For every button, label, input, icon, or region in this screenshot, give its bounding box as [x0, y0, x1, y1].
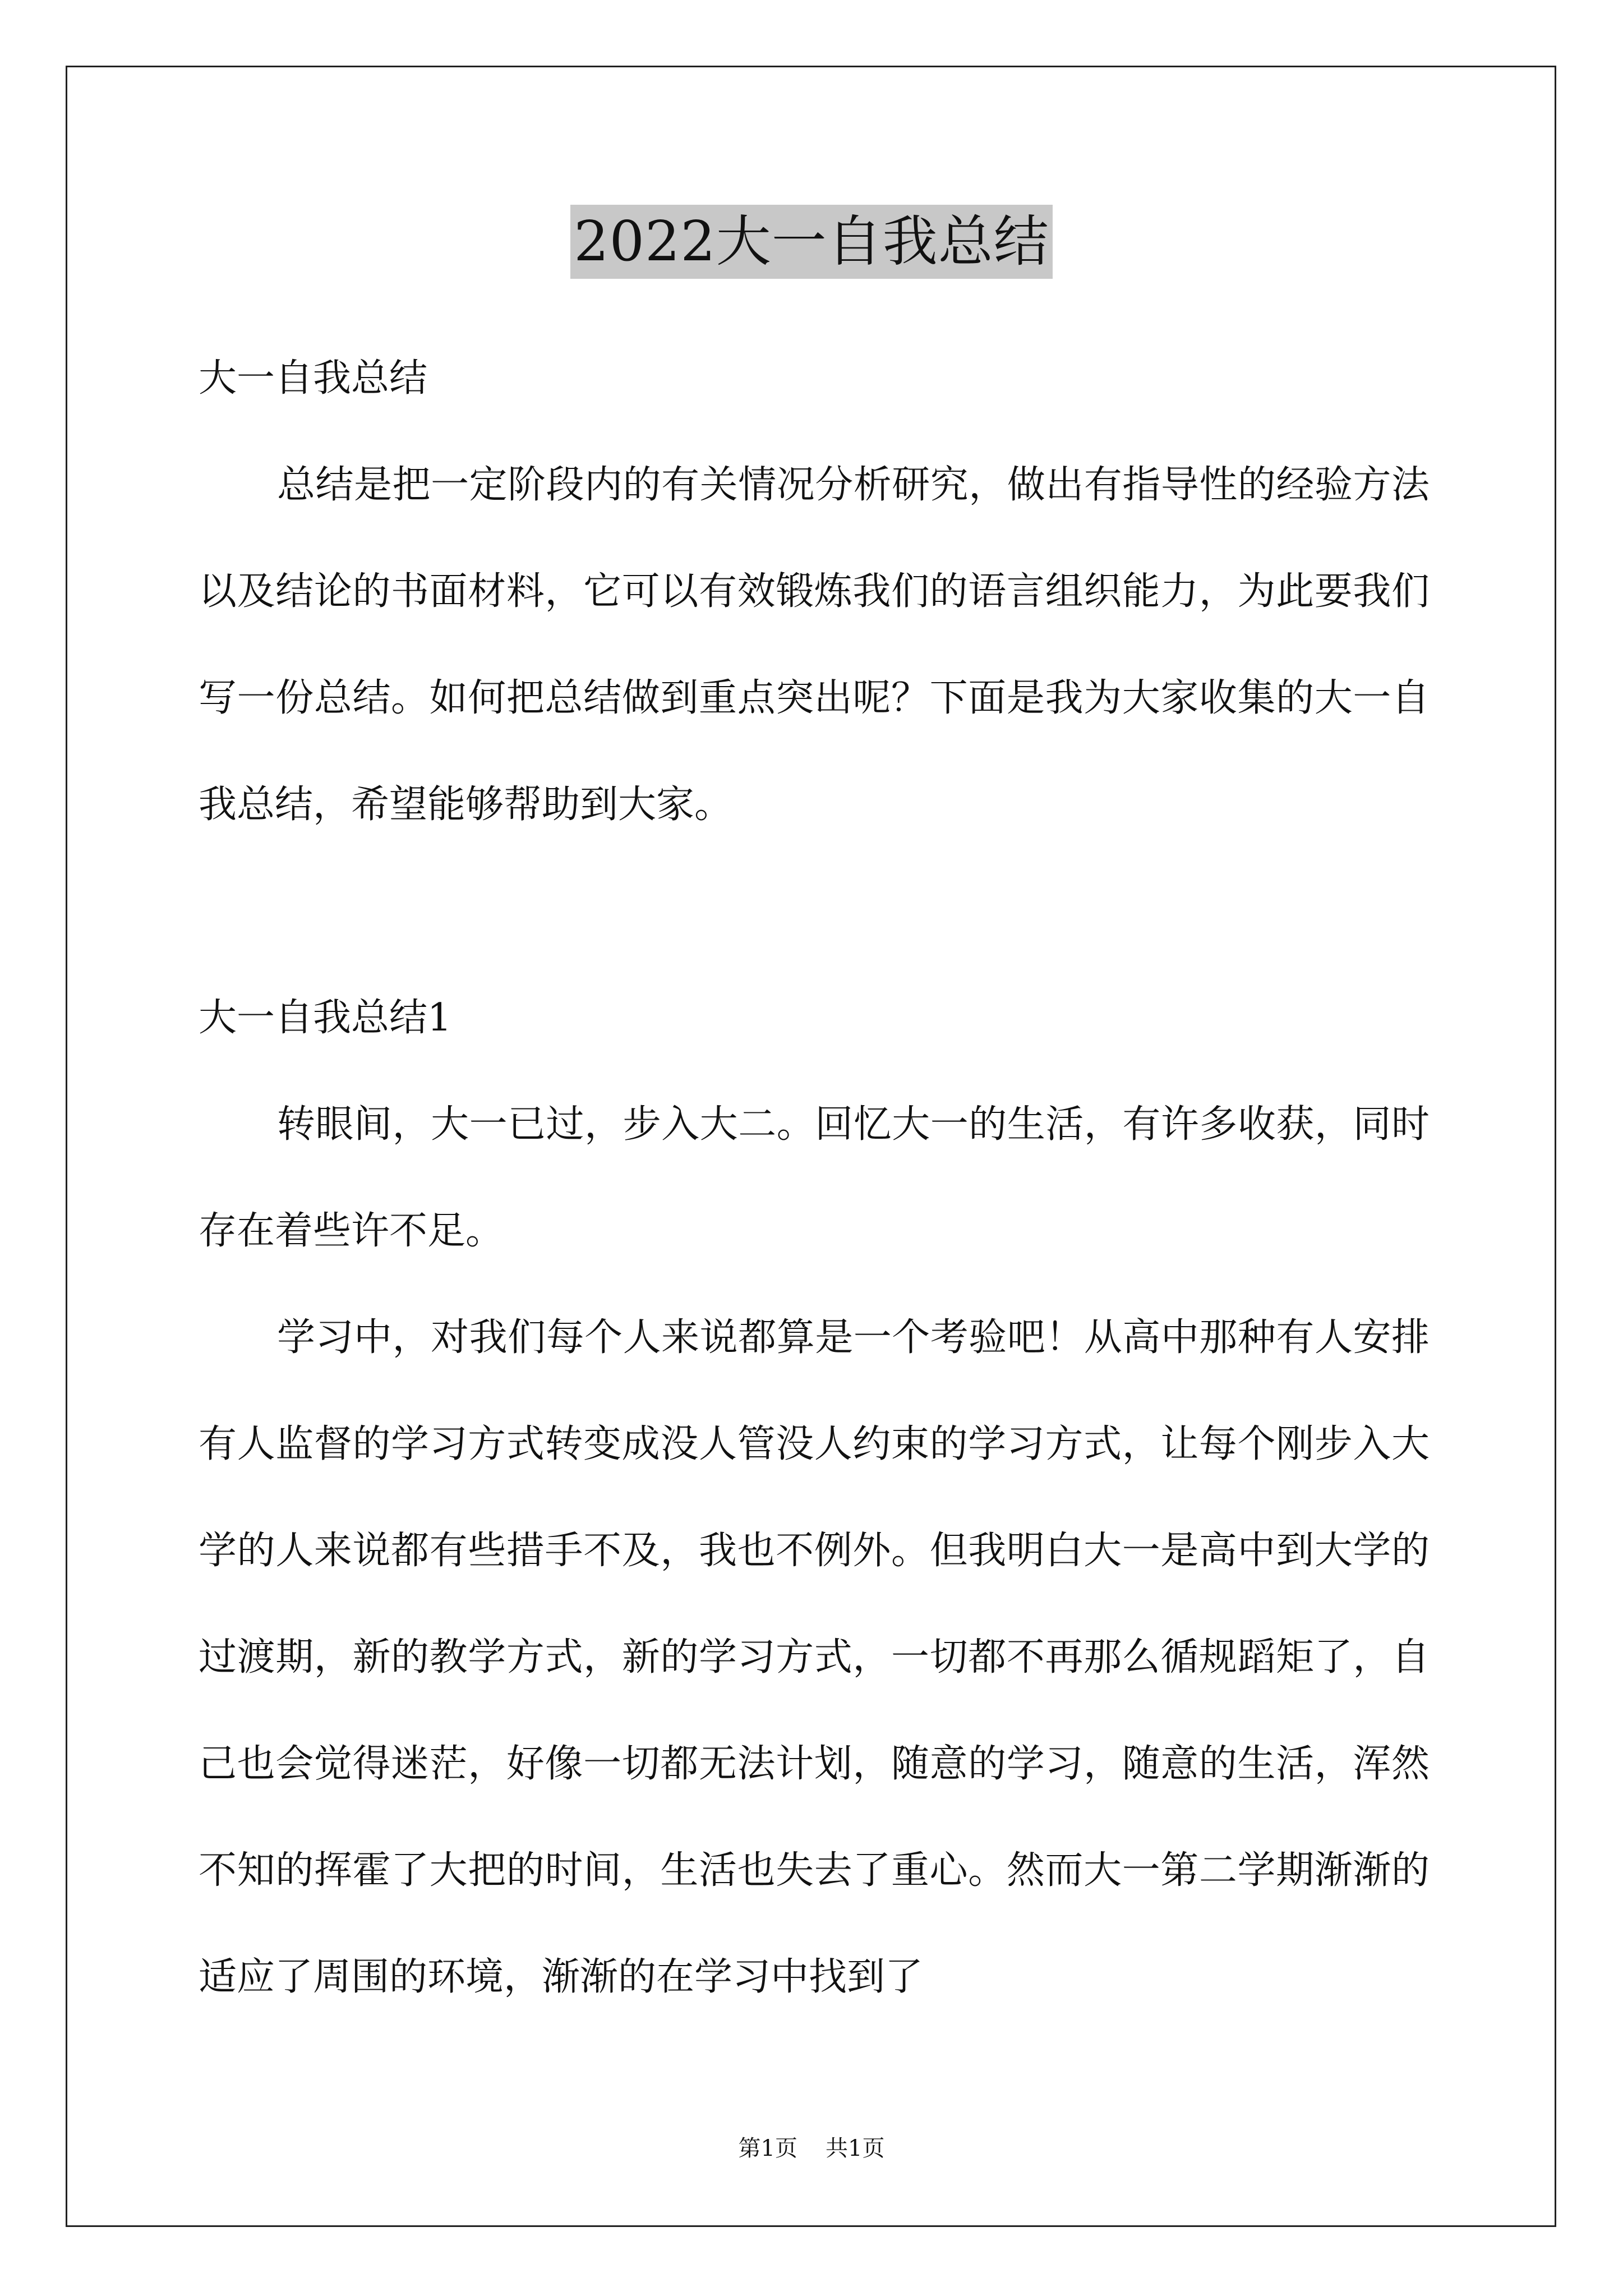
- intro-paragraph: 总结是把一定阶段内的有关情况分析研究，做出有指导性的经验方法以及结论的书面材料，它可以有效锻炼我们的语言组织能力，为此要我们写一份总结。如何把总结做到重点突出呢？下面是我为大家收集的大一自我总结，希望能够帮助到大家。: [199, 463, 1430, 827]
- page-total: 共1页: [826, 2136, 885, 2161]
- sub-heading: 大一自我总结1: [199, 996, 452, 1040]
- page-number: 第1页: [738, 2136, 797, 2161]
- page-footer: [0, 2132, 1623, 2165]
- title-wrap: [0, 205, 1623, 279]
- body-paragraph-1: 转眼间，大一已过，步入大二。回忆大一的生活，有许多收获，同时存在着些许不足。: [199, 1102, 1430, 1253]
- document-body: [199, 325, 1430, 2031]
- body-paragraph-2: 学习中，对我们每个人来说都算是一个考验吧！从高中那种有人安排有人监督的学习方式转变成没人管没人约束的学习方式，让每个刚步入大学的人来说都有些措手不及，我也不例外。但我明白大一是高中到大学的过渡期，新的教学方式，新的学习方式，一切都不再那么循规蹈矩了，自己也会觉得迷茫，好像一切都无法计划，随意的学习，随意的生活，浑然不知的挥霍了大把的时间，生活也失去了重心。然而大一第二学期渐渐的适应了周围的环境，渐渐的在学习中找到了: [199, 1315, 1430, 1999]
- paragraph-gap: [199, 858, 1430, 965]
- section-heading: 大一自我总结: [199, 356, 428, 401]
- page-title: 2022大一自我总结: [570, 205, 1052, 279]
